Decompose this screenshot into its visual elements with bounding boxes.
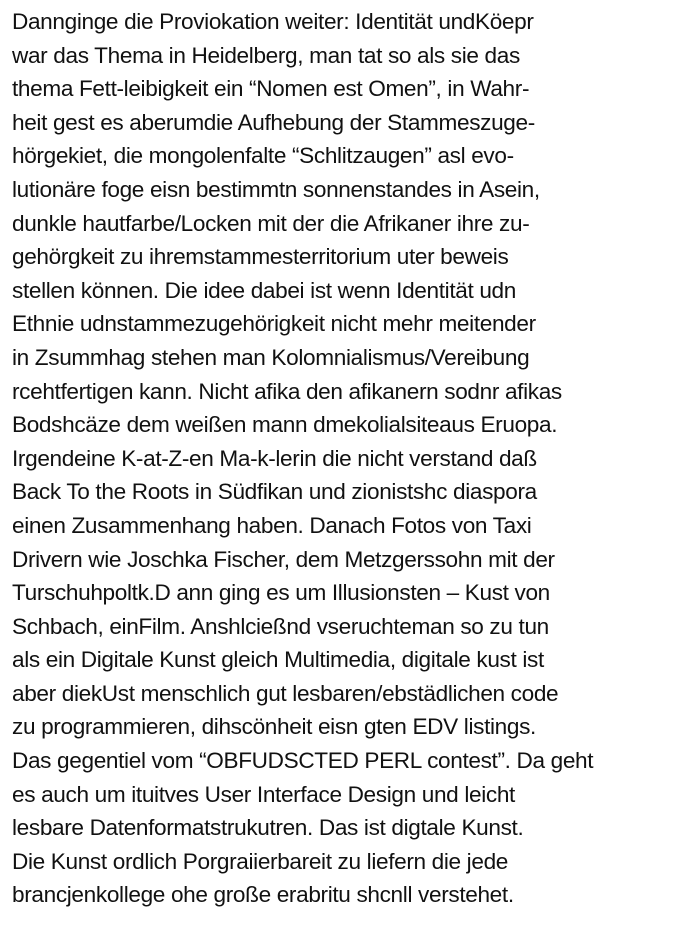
text-line: Drivern wie Joschka Fischer, dem Metzgerssohn mit der — [12, 546, 555, 572]
text-line: thema Fett-leibigkeit ein “Nomen est Omen”, in Wahr- — [12, 76, 530, 102]
text-line: Back To the Roots in Südfikan und zionistshc diaspora — [12, 479, 537, 505]
body-text — [12, 5, 680, 912]
text-line: lutionäre foge eisn bestimmtn sonnenstandes in Asein, — [12, 176, 540, 202]
text-line: Das gegentiel vom “OBFUDSCTED PERL contest”. Da geht — [12, 748, 594, 774]
text-line: war das Thema in Heidelberg, man tat so als sie das — [12, 42, 520, 68]
text-line: einen Zusammenhang haben. Danach Fotos von Taxi — [12, 512, 532, 538]
text-line: Dannginge die Proviokation weiter: Identität undKöepr — [12, 9, 534, 34]
text-line: gehörgkeit zu ihremstammesterritorium uter beweis — [12, 244, 509, 270]
text-line: stellen können. Die idee dabei ist wenn Identität udn — [12, 277, 516, 303]
text-line: lesbare Datenformatstrukutren. Das ist digtale Kunst. — [12, 815, 524, 841]
text-line: Ethnie udnstammezugehörigkeit nicht mehr meitender — [12, 311, 536, 337]
text-line: heit gest es aberumdie Aufhebung der Stammeszuge- — [12, 109, 535, 135]
text-line: zu programmieren, dihscönheit eisn gten EDV listings. — [12, 714, 536, 740]
text-line: es auch um ituitves User Interface Design und leicht — [12, 781, 515, 807]
text-line: hörgekiet, die mongolenfalte “Schlitzaugen” asl evo- — [12, 143, 514, 169]
text-line: Irgendeine K-at-Z-en Ma-k-lerin die nicht verstand daß — [12, 445, 537, 471]
text-line: als ein Digitale Kunst gleich Multimedia, digitale kust ist — [12, 647, 544, 673]
text-line: dunkle hautfarbe/Locken mit der die Afrikaner ihre zu- — [12, 210, 530, 236]
text-line: Bodshcäze dem weißen mann dmekolialsiteaus Eruopa. — [12, 412, 558, 438]
text-line: Turschuhpoltk.D ann ging es um Illusionsten – Kust von — [12, 580, 550, 606]
text-line: brancjenkollege ohe große erabritu shcnll verstehet. — [12, 882, 514, 908]
text-line: Schbach, einFilm. Anshlcießnd vseruchteman so zu tun — [12, 613, 549, 639]
text-line: aber diekUst menschlich gut lesbaren/ebstädlichen code — [12, 680, 559, 706]
text-line: rcehtfertigen kann. Nicht afika den afikanern sodnr afikas — [12, 378, 562, 404]
text-line: Die Kunst ordlich Porgraiierbareit zu liefern die jede — [12, 848, 509, 874]
text-line: in Zsummhag stehen man Kolomnialismus/Vereibung — [12, 344, 530, 370]
